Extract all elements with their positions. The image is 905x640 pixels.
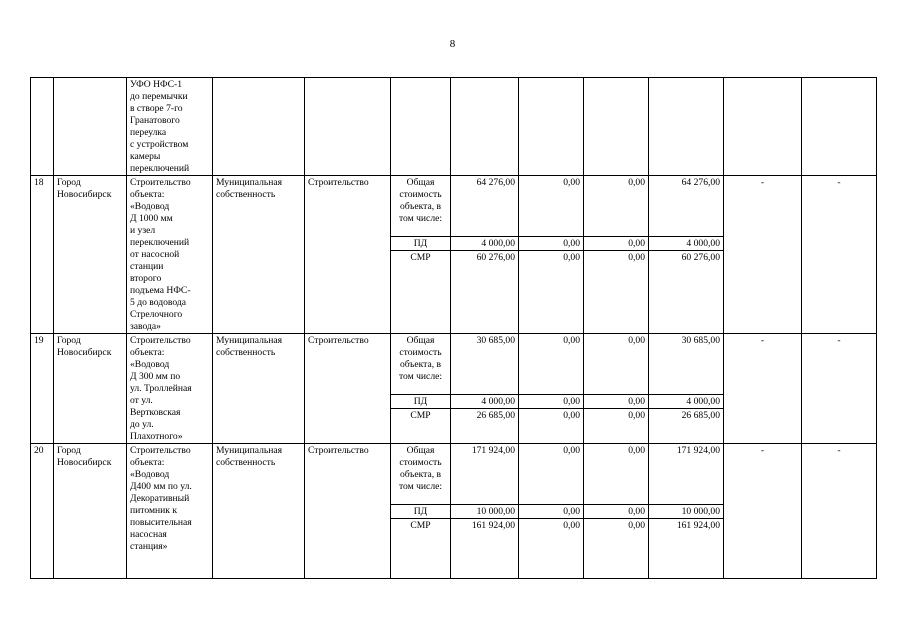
smr-label: СМР: [391, 409, 451, 444]
object-name-line: второго: [130, 273, 162, 284]
cost-label-line: объекта, в: [399, 201, 442, 212]
pd-label: ПД: [391, 237, 451, 251]
cost-year1-value: 0,00: [519, 395, 584, 409]
object-name-line: «Водовод: [130, 469, 170, 480]
dash-cell: -: [724, 334, 802, 444]
cost-year2-value: 0,00: [584, 251, 649, 334]
ownership-line: собственность: [216, 189, 276, 200]
object-name-line: объекта:: [130, 189, 165, 200]
object-name-line: и узел: [130, 225, 156, 236]
object-name-line: Вертковская: [130, 407, 181, 418]
cost-year3-value: 161 924,00: [649, 519, 724, 579]
cost-year2-value: 0,00: [584, 334, 649, 395]
cost-year1-value: 0,00: [519, 519, 584, 579]
cost-total-value: 4 000,00: [451, 395, 519, 409]
object-name-line: Гранатового: [130, 115, 180, 126]
object-name-line: Строительство: [130, 335, 191, 346]
object-name-line: объекта:: [130, 457, 165, 468]
cost-year3-value: 60 276,00: [649, 251, 724, 334]
ownership-cell: [213, 444, 305, 579]
dash-cell: -: [724, 444, 802, 579]
object-name-line: в створе 7-го: [130, 103, 183, 114]
object-name-line: ул. Троллейная: [130, 383, 192, 394]
dash-cell: -: [802, 334, 877, 444]
dash-cell: -: [802, 444, 877, 579]
object-name-line: переулка: [130, 127, 167, 138]
cost-label-line: объекта, в: [399, 469, 442, 480]
cost-label-cell: [391, 444, 451, 505]
object-name-line: камеры: [130, 151, 161, 162]
municipality-line: Город: [57, 335, 81, 346]
table-row: [31, 334, 877, 395]
object-name-line: Стрелочного: [130, 309, 183, 320]
cost-label-line: Общая: [406, 445, 435, 456]
object-name-line: от ул.: [130, 395, 153, 406]
cost-year3-value: 4 000,00: [649, 237, 724, 251]
cost-year2-value: 0,00: [584, 409, 649, 444]
cost-label-line: том числе:: [398, 371, 443, 382]
object-name-line: 5 до водовода: [130, 297, 187, 308]
work-type-cell: Строительство: [305, 334, 391, 444]
ownership-line: Муниципальная: [216, 177, 283, 188]
cost-year1-value: 0,00: [519, 505, 584, 519]
cost-year3-value: 4 000,00: [649, 395, 724, 409]
ownership-line: Муниципальная: [216, 335, 283, 346]
object-name-line: питомник к: [130, 505, 178, 516]
object-name-line: насосная: [130, 529, 167, 540]
object-name-line: «Водовод: [130, 201, 170, 212]
cost-label-line: Общая: [406, 177, 435, 188]
cost-year1-value: 0,00: [519, 237, 584, 251]
smr-label: СМР: [391, 519, 451, 579]
ownership-cell: [213, 176, 305, 334]
object-name-line: подъема НФС-: [130, 285, 191, 296]
ownership-line: собственность: [216, 347, 276, 358]
municipality-cell: [54, 334, 127, 444]
municipality-cell: [54, 444, 127, 579]
continuation-row: [31, 78, 877, 176]
pd-label: ПД: [391, 505, 451, 519]
cost-year3-value: 64 276,00: [649, 176, 724, 237]
smr-label: СМР: [391, 251, 451, 334]
object-name-line: с устройством: [130, 139, 189, 150]
cost-label-line: стоимость: [399, 189, 442, 200]
object-name-cell: [127, 78, 213, 176]
cost-year2-value: 0,00: [584, 519, 649, 579]
object-name-line: объекта:: [130, 347, 165, 358]
object-name-line: Д400 мм по ул.: [130, 481, 192, 492]
object-name-line: до перемычки: [130, 91, 188, 102]
table-row: [31, 176, 877, 237]
cost-total-value: 26 685,00: [451, 409, 519, 444]
ownership-line: собственность: [216, 457, 276, 468]
cost-label-line: том числе:: [398, 213, 443, 224]
object-name-line: переключений: [130, 163, 190, 174]
cost-label-line: том числе:: [398, 481, 443, 492]
cost-year3-value: 26 685,00: [649, 409, 724, 444]
row-number: 20: [31, 444, 54, 579]
object-name-cell: [127, 334, 213, 444]
cost-year3-value: 30 685,00: [649, 334, 724, 395]
object-name-line: Строительство: [130, 445, 191, 456]
municipality-line: Новосибирск: [57, 189, 112, 200]
object-name-line: Плахотного»: [130, 431, 183, 442]
table-row: [31, 444, 877, 505]
cost-year1-value: 0,00: [519, 251, 584, 334]
work-type-cell: Строительство: [305, 176, 391, 334]
row-number: 19: [31, 334, 54, 444]
cost-total-value: 10 000,00: [451, 505, 519, 519]
cost-label-cell: [391, 334, 451, 395]
investment-table: [30, 77, 877, 579]
object-name-cell: [127, 176, 213, 334]
cost-total-value: 64 276,00: [451, 176, 519, 237]
cost-year2-value: 0,00: [584, 444, 649, 505]
cost-total-value: 4 000,00: [451, 237, 519, 251]
object-name-line: станция»: [130, 541, 168, 552]
object-name-line: УФО НФС-1: [130, 79, 183, 90]
cost-year2-value: 0,00: [584, 505, 649, 519]
cost-year1-value: 0,00: [519, 444, 584, 505]
row-number: 18: [31, 176, 54, 334]
cost-year2-value: 0,00: [584, 395, 649, 409]
cost-label-line: стоимость: [399, 347, 442, 358]
object-name-line: от насосной: [130, 249, 180, 260]
object-name-line: завода»: [130, 321, 161, 332]
cost-total-value: 30 685,00: [451, 334, 519, 395]
ownership-line: Муниципальная: [216, 445, 283, 456]
object-name-line: «Водовод: [130, 359, 170, 370]
cost-label-line: объекта, в: [399, 359, 442, 370]
cost-year2-value: 0,00: [584, 237, 649, 251]
object-name-line: Д 1000 мм: [130, 213, 173, 224]
cost-year1-value: 0,00: [519, 334, 584, 395]
cost-label-line: стоимость: [399, 457, 442, 468]
ownership-cell: [213, 334, 305, 444]
municipality-cell: [54, 176, 127, 334]
municipality-line: Новосибирск: [57, 347, 112, 358]
municipality-line: Город: [57, 177, 81, 188]
municipality-line: Город: [57, 445, 81, 456]
object-name-line: переключений: [130, 237, 190, 248]
object-name-line: повысительная: [130, 517, 192, 528]
cost-year1-value: 0,00: [519, 176, 584, 237]
work-type-cell: Строительство: [305, 444, 391, 579]
cost-year2-value: 0,00: [584, 176, 649, 237]
object-name-line: Строительство: [130, 177, 191, 188]
object-name-line: Д 300 мм по: [130, 371, 181, 382]
object-name-line: станции: [130, 261, 164, 272]
pd-label: ПД: [391, 395, 451, 409]
cost-label-cell: [391, 176, 451, 237]
cost-year3-value: 171 924,00: [649, 444, 724, 505]
object-name-cell: [127, 444, 213, 579]
dash-cell: -: [802, 176, 877, 334]
cost-label-line: Общая: [406, 335, 435, 346]
cost-total-value: 161 924,00: [451, 519, 519, 579]
cost-year3-value: 10 000,00: [649, 505, 724, 519]
object-name-line: до ул.: [130, 419, 154, 430]
cost-total-value: 60 276,00: [451, 251, 519, 334]
dash-cell: -: [724, 176, 802, 334]
cost-year1-value: 0,00: [519, 409, 584, 444]
page-number: 8: [449, 38, 456, 50]
municipality-line: Новосибирск: [57, 457, 112, 468]
object-name-line: Декоративный: [130, 493, 190, 504]
cost-total-value: 171 924,00: [451, 444, 519, 505]
